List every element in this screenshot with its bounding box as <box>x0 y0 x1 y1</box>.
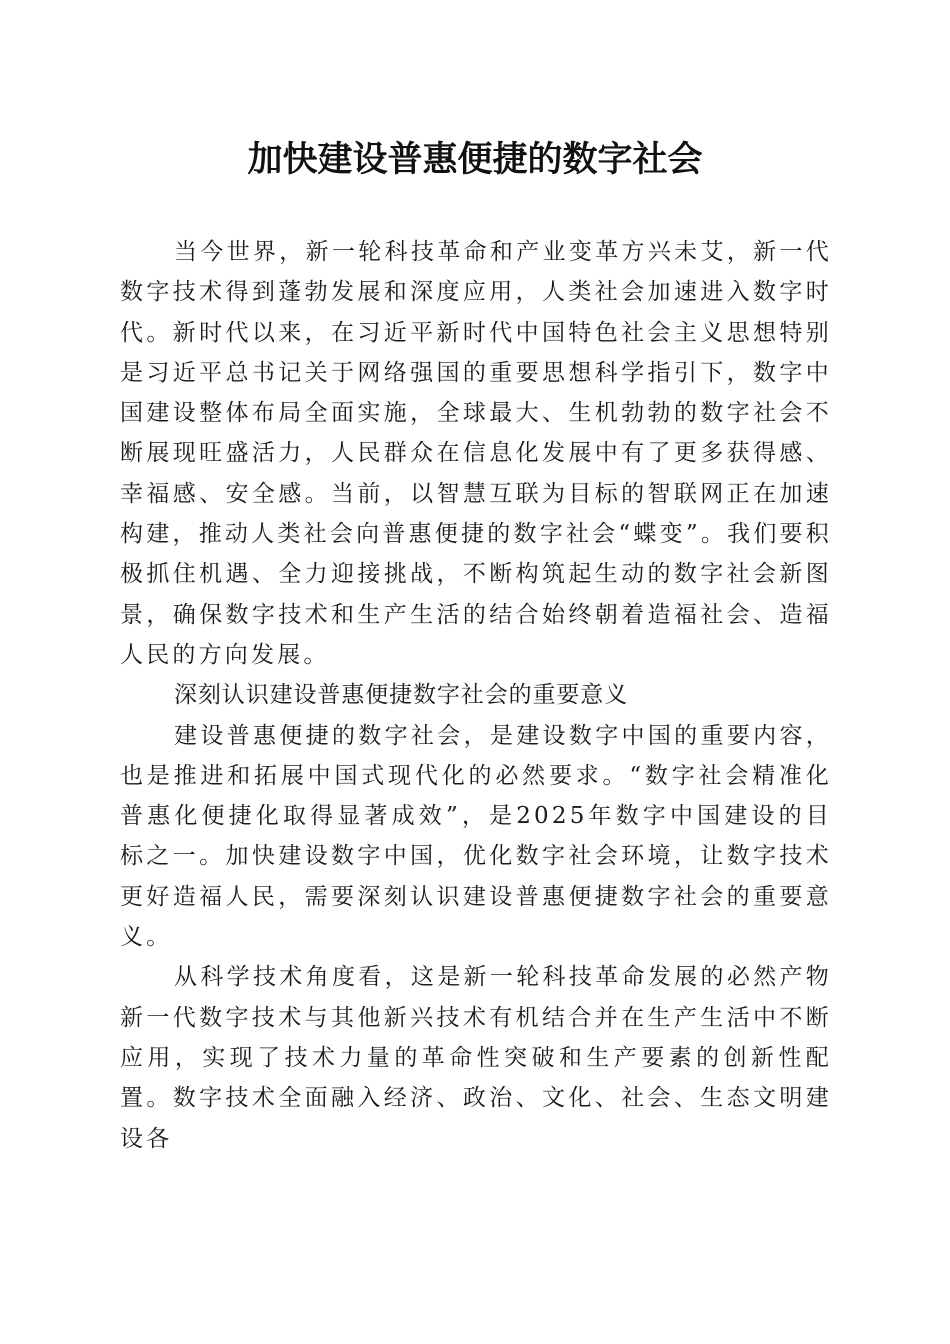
section-heading: 深刻认识建设普惠便捷数字社会的重要意义 <box>174 682 629 709</box>
paragraph-intro: 当今世界，新一轮科技革命和产业变革方兴未艾，新一代数字技术得到蓬勃发展和深度应用，人类社会加速进入数字时代。新时代以来，在习近平新时代中国特色社会主义思想特别是习近平总书记关于网络强国的重要思想科学指引下，数字中国建设整体布局全面实施，全球最大、生机勃勃的数字社会不断展现旺盛活力，人民群众在信息化发展中有了更多获得感、幸福感、安全感。当前，以智慧互联为目标的智联网正在加速构建，推动人类社会向普惠便捷的数字社会“蝶变”。我们要积极抓住机遇、全力迎接挑战，不断构筑起生动的数字社会新图景，确保数字技术和生产生活的结合始终朝着造福社会、造福人民的方向发展。 <box>120 239 832 668</box>
paragraph-significance: 建设普惠便捷的数字社会，是建设数字中国的重要内容，也是推进和拓展中国式现代化的必然要求。“数字社会精准化普惠化便捷化取得显著成效”，是2025年数字中国建设的目标之一。加快建设数字中国，优化数字社会环境，让数字技术更好造福人民，需要深刻认识建设普惠便捷数字社会的重要意义。 <box>120 722 832 951</box>
paragraph-science-tech: 从科学技术角度看，这是新一轮科技革命发展的必然产物新一代数字技术与其他新兴技术有机结合并在生产生活中不断应用，实现了技术力量的革命性突破和生产要素的创新性配置。数字技术全面融入经济、政治、文化、社会、生态文明建设各 <box>120 964 832 1152</box>
document-body <box>120 232 832 1159</box>
document-title: 加快建设普惠便捷的数字社会 <box>247 139 703 180</box>
